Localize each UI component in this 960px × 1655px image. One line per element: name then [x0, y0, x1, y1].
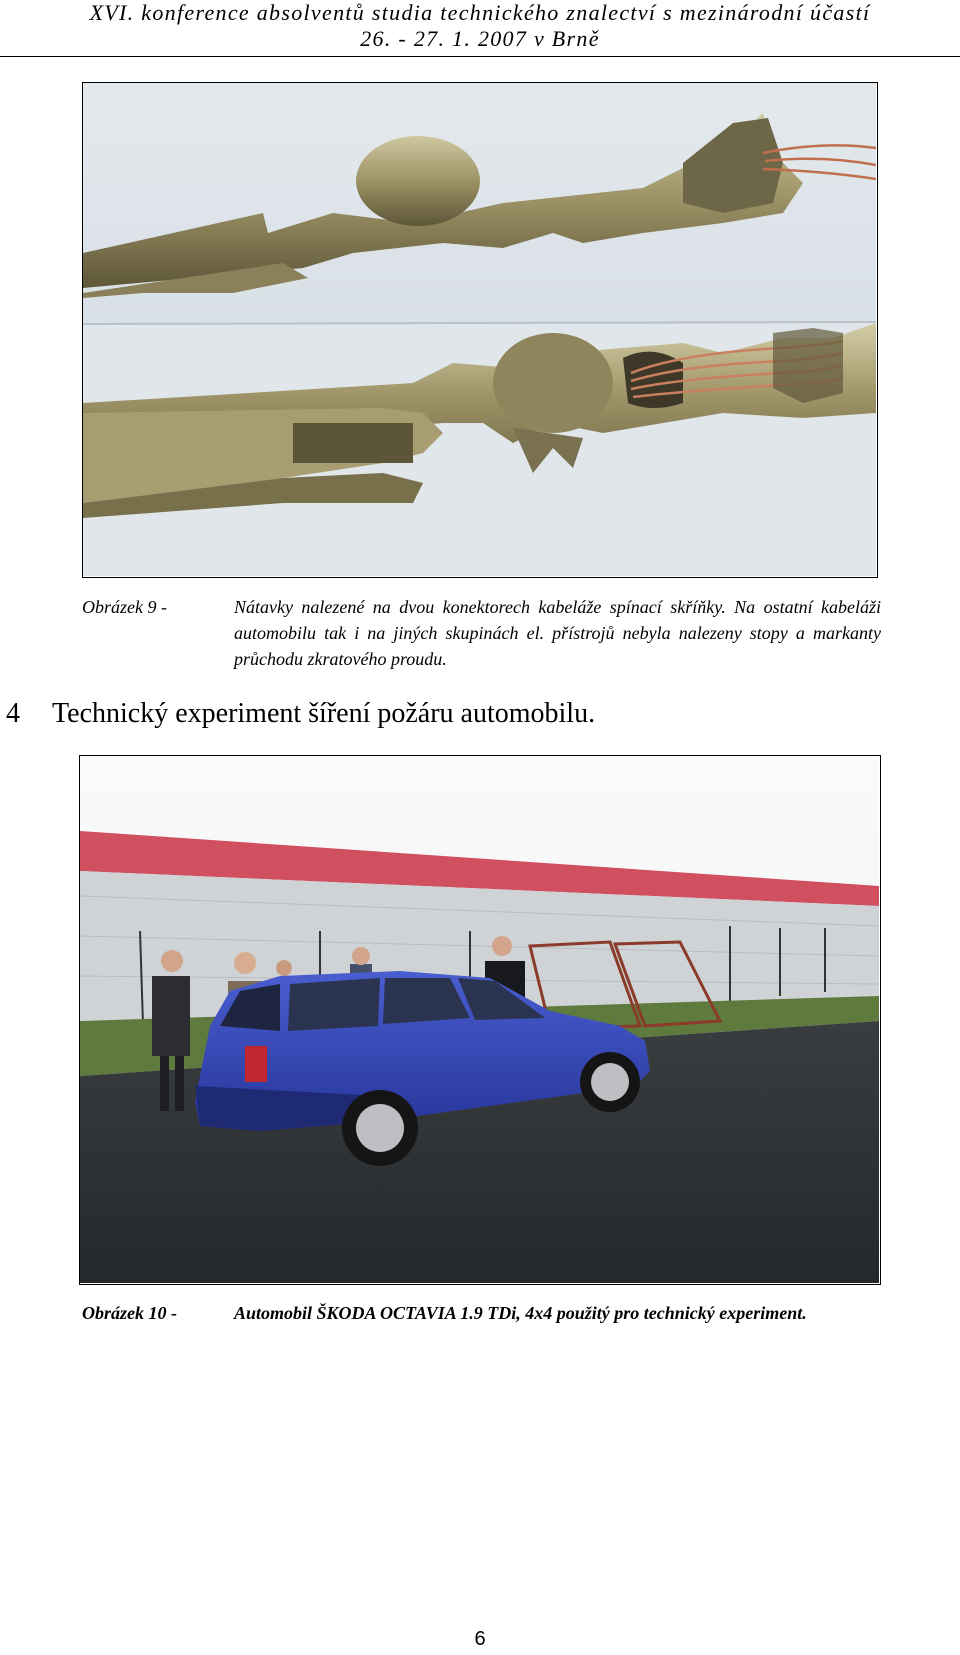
section-heading: [6, 697, 595, 731]
section-number: 4: [6, 698, 20, 729]
figure-10-label: Obrázek 10 -: [82, 1303, 177, 1323]
figure-9-photo: [82, 82, 878, 578]
conference-title: XVI. konference absolventů studia technického znalectví s mezinárodní účastí: [89, 0, 871, 25]
melted-connectors-image: [83, 83, 876, 576]
figure-10-photo: [79, 755, 881, 1285]
figure-9-text: Nátavky nalezené na dvou konektorech kabeláže spínací skříňky. Na ostatní kabeláži automobilu tak i na jiných skupinách el. přístrojů nebyla nalezeny stopy a markanty průchodu zkratového proudu.: [234, 597, 881, 669]
figure-10-text: Automobil ŠKODA OCTAVIA 1.9 TDi, 4x4 použitý pro technický experiment.: [234, 1303, 807, 1323]
page-number: 6: [474, 1628, 486, 1650]
figure-10-caption: [82, 1300, 882, 1354]
conference-date: 26. - 27. 1. 2007 v Brně: [360, 26, 600, 51]
figure-9-label: Obrázek 9 -: [82, 597, 167, 617]
figure-9-caption: [82, 594, 882, 674]
car-experiment-image: [80, 756, 879, 1283]
page-header: [0, 0, 960, 57]
section-title: Technický experiment šíření požáru automobilu.: [52, 698, 596, 729]
